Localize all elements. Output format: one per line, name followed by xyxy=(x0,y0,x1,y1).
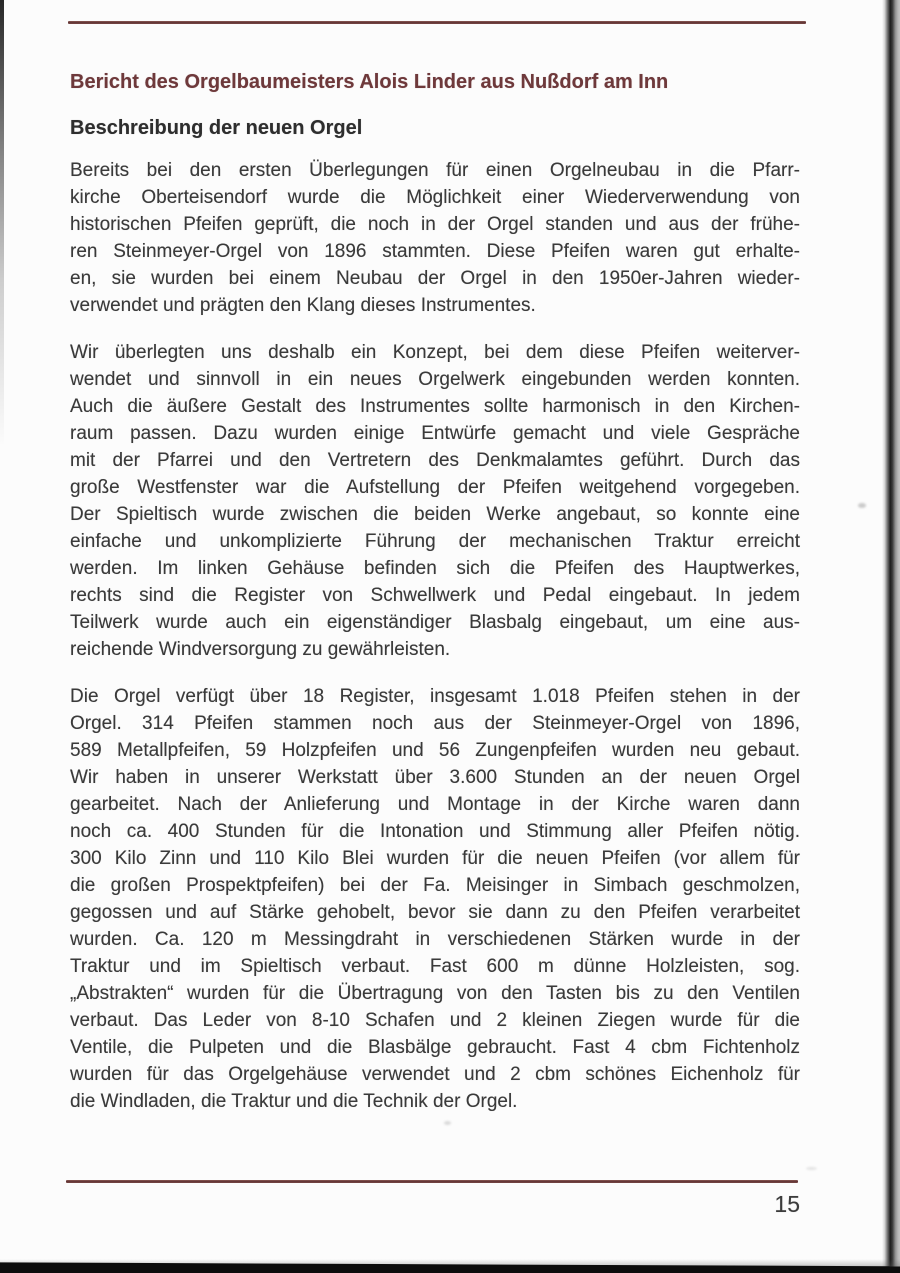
text-line: große Westfenster war die Aufstellung der Pfeifen weitgehend vorgegeben. xyxy=(70,477,800,498)
text-line: 300 Kilo Zinn und 110 Kilo Blei wurden für die neuen Pfeifen (vor allem für xyxy=(70,848,800,869)
text-line: historischen Pfeifen geprüft, die noch in der Orgel standen und aus der frühe- xyxy=(70,214,800,235)
text-line: kirche Oberteisendorf wurde die Möglichkeit einer Wiederverwendung von xyxy=(70,187,800,208)
paragraph-3 xyxy=(70,683,800,1115)
text-line: verbaut. Das Leder von 8-10 Schafen und 2 kleinen Ziegen wurde für die xyxy=(70,1010,800,1031)
text-line: Wir überlegten uns deshalb ein Konzept, bei dem diese Pfeifen weiterver- xyxy=(70,342,800,363)
paragraph-1 xyxy=(70,157,800,319)
text-line: Orgel. 314 Pfeifen stammen noch aus der Steinmeyer-Orgel von 1896, xyxy=(70,713,800,734)
text-line: die großen Prospektpfeifen) bei der Fa. Meisinger in Simbach geschmolzen, xyxy=(70,875,800,896)
text-line: noch ca. 400 Stunden für die Intonation und Stimmung aller Pfeifen nötig. xyxy=(70,821,800,842)
top-divider-rule xyxy=(68,21,806,24)
scan-speck xyxy=(444,1121,451,1125)
scan-edge-left-shadow xyxy=(0,0,4,470)
scan-speck xyxy=(858,503,866,508)
scan-speck xyxy=(806,1167,817,1170)
body-text xyxy=(70,157,800,1135)
text-line: raum passen. Dazu wurden einige Entwürfe gemacht und viele Gespräche xyxy=(70,423,800,444)
text-line: Teilwerk wurde auch ein eigenständiger Blasbalg eingebaut, um eine aus- xyxy=(70,612,800,633)
text-line: rechts sind die Register von Schwellwerk und Pedal eingebaut. In jedem xyxy=(70,585,800,606)
text-line: reichende Windversorgung zu gewährleisten. xyxy=(70,639,451,660)
text-line: wurden. Ca. 120 m Messingdraht in verschiedenen Stärken wurde in der xyxy=(70,929,800,950)
text-line: die Windladen, die Traktur und die Technik der Orgel. xyxy=(70,1091,518,1112)
report-heading: Bericht des Orgelbaumeisters Alois Linder aus Nußdorf am Inn xyxy=(70,71,669,93)
text-line: Bereits bei den ersten Überlegungen für einen Orgelneubau in die Pfarr- xyxy=(70,160,800,181)
text-line: „Abstrakten“ wurden für die Übertragung von den Tasten bis zu den Ventilen xyxy=(70,983,800,1004)
text-line: en, sie wurden bei einem Neubau der Orgel in den 1950er-Jahren wieder- xyxy=(70,268,800,289)
text-line: Die Orgel verfügt über 18 Register, insgesamt 1.018 Pfeifen stehen in der xyxy=(70,686,800,707)
text-line: wendet und sinnvoll in ein neues Orgelwerk eingebunden werden konnten. xyxy=(70,369,800,390)
section-subheading: Beschreibung der neuen Orgel xyxy=(70,117,363,139)
text-line: verwendet und prägten den Klang dieses Instrumentes. xyxy=(70,295,536,316)
text-line: mit der Pfarrei und den Vertretern des Denkmalamtes geführt. Durch das xyxy=(70,450,800,471)
text-line: gegossen und auf Stärke gehobelt, bevor sie dann zu den Pfeifen verarbeitet xyxy=(70,902,800,923)
scan-edge-right-bar xyxy=(882,0,900,1273)
bottom-divider-rule xyxy=(66,1180,798,1183)
text-line: ren Steinmeyer-Orgel von 1896 stammten. Diese Pfeifen waren gut erhalte- xyxy=(70,241,800,262)
text-line: Wir haben in unserer Werkstatt über 3.600 Stunden an der neuen Orgel xyxy=(70,767,800,788)
paragraph-2 xyxy=(70,339,800,663)
text-line: gearbeitet. Nach der Anlieferung und Montage in der Kirche waren dann xyxy=(70,794,800,815)
text-line: einfache und unkomplizierte Führung der mechanischen Traktur erreicht xyxy=(70,531,800,552)
text-line: Traktur und im Spieltisch verbaut. Fast 600 m dünne Holzleisten, sog. xyxy=(70,956,800,977)
text-line: Der Spieltisch wurde zwischen die beiden Werke angebaut, so konnte eine xyxy=(70,504,800,525)
text-line: Auch die äußere Gestalt des Instrumentes sollte harmonisch in den Kirchen- xyxy=(70,396,800,417)
text-line: Ventile, die Pulpeten und die Blasbälge gebraucht. Fast 4 cbm Fichtenholz xyxy=(70,1037,800,1058)
page-number: 15 xyxy=(774,1191,800,1217)
text-line: werden. Im linken Gehäuse befinden sich die Pfeifen des Hauptwerkes, xyxy=(70,558,800,579)
text-line: wurden für das Orgelgehäuse verwendet und 2 cbm schönes Eichenholz für xyxy=(70,1064,800,1085)
text-line: 589 Metallpfeifen, 59 Holzpfeifen und 56 Zungenpfeifen wurden neu gebaut. xyxy=(70,740,800,761)
